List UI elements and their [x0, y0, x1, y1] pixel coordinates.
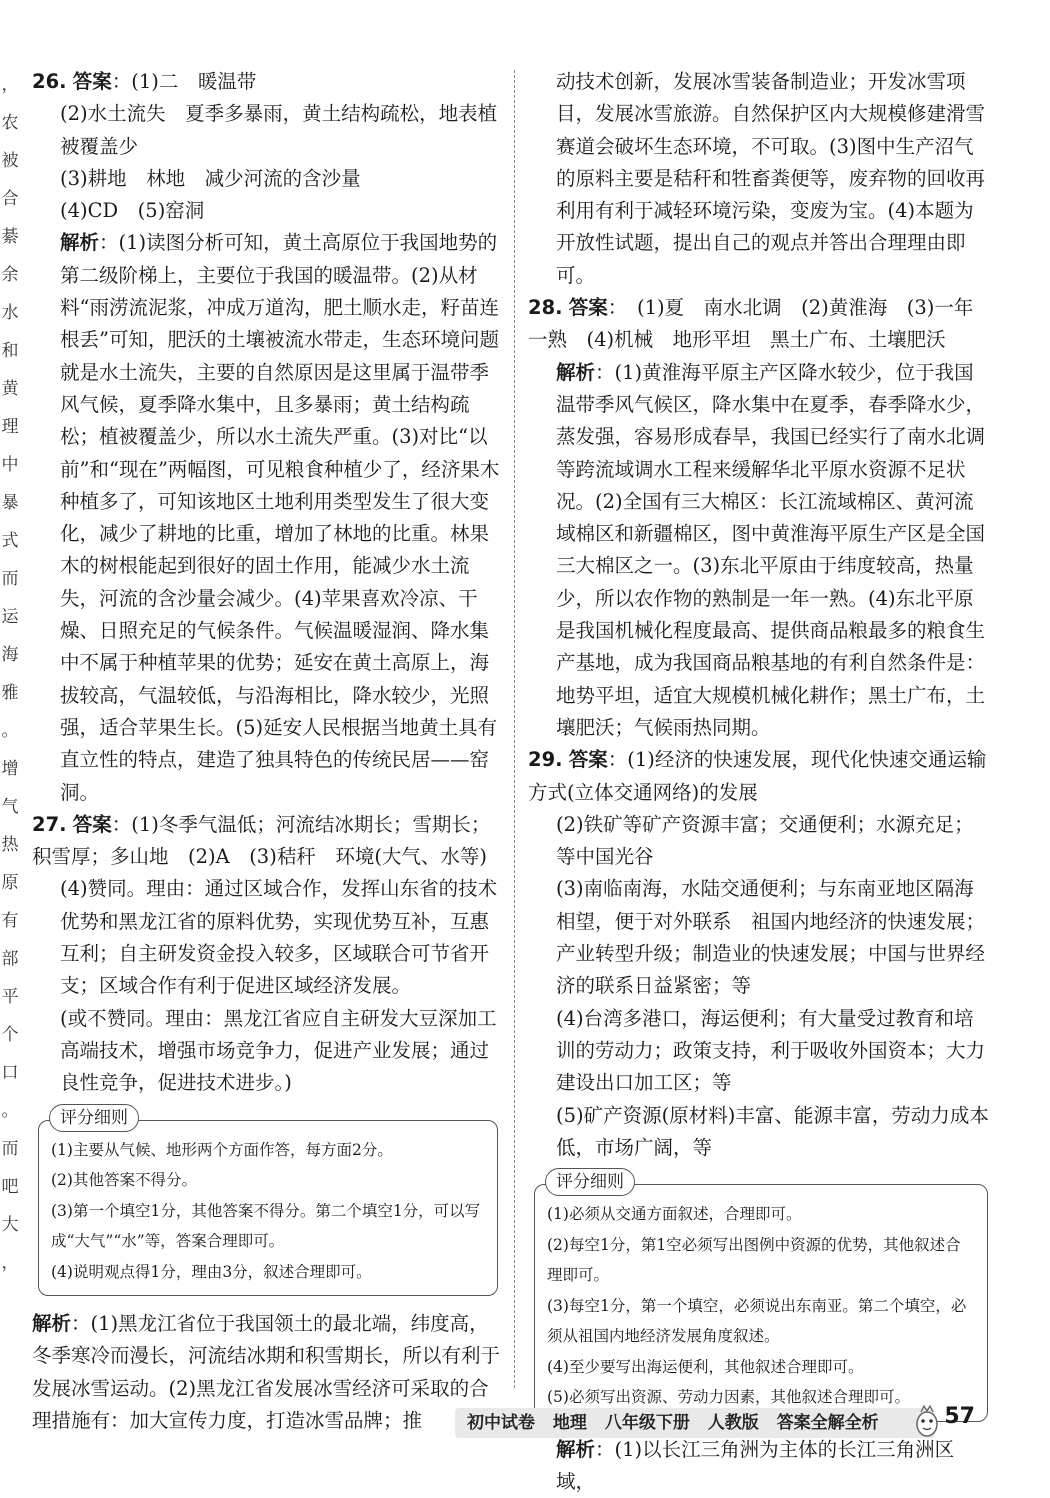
analysis-text: ：(1)黄淮海平原主产区降水较少，位于我国温带季风气候区，降水集中在夏季，春季降水少，蒸发强，容易形成春旱，我国已经实行了南水北调等跨流域调水工程来缓解华北平原水资源不足状况。(2)全国有三大棉区：长江流域棉区、黄河流域棉区和新疆棉区，图中黄淮海平原生产区是全国三大棉区之一。(3)东北平原由于纬度较高，热量少，所以农作物的熟制是一年一熟。(4)东北平原是我国机械化程度最高、提供商品粮最多的粮食生产基地，成为我国商品粮基地的有利自然条件是：地势平坦，适宜大规模机械化耕作；黑土广布，土壤肥沃；气候雨热同期。	[556, 360, 986, 739]
edge-char: 和	[1, 341, 19, 361]
edge-char: 热	[1, 835, 19, 855]
page-number: 57	[944, 1404, 975, 1429]
rubric-item: (4)至少要写出海运便利，其他叙述合理即可。	[547, 1357, 864, 1376]
answer-label: 答案	[568, 296, 608, 320]
edge-char: 增	[1, 759, 19, 779]
analysis-text: ：(1)读图分析可知，黄土高原位于我国地势的第二级阶梯上，主要位于我国的暖温带。(2)从材料“雨涝流泥浆，冲成万道沟，肥土顺水走，籽苗连根丢”可知，肥沃的土壤被流水带走，生态环境问题就是水土流失，主要的自然原因是这里属于温带季风气候，夏季降水集中，且多暴雨；黄土结构疏松；植被覆盖少，所以水土流失严重。(3)对比“以前”和“现在”两幅图，可见粮食种植少了，经济果木种植多了，可知该地区土地利用类型发生了很大变化，减少了耕地的比重，增加了林地的比重。林果木的树根能起到很好的固土作用，能减少水土流失，河流的含沙量会减少。(4)苹果喜欢冷凉、干燥、日照充足的气候条件。气候温暖湿润、降水集中不属于种植苹果的优势；延安在黄土高原上，海拔较高，气温较低，与沿海相比，降水较少，光照强，适合苹果生长。(5)延安人民根据当地黄土具有直立性的特点，建造了独具特色的传统民居——窑洞。	[60, 231, 500, 804]
question-number: 26.	[32, 70, 67, 93]
edge-char: 原	[1, 873, 19, 893]
question-number: 28.	[528, 296, 563, 320]
question-28	[528, 292, 990, 744]
analysis-text: ：(1)以长江三角洲为主体的长江三角洲区域，	[556, 1437, 955, 1493]
edge-char: 被	[1, 151, 19, 171]
answer-part-1: ：(1)二 暖温带	[111, 70, 257, 93]
answer-part-1: ： (1)夏 南水北调 (2)黄淮海 (3)一年一熟 (4)机械 地形平坦 黑土广布、土壤肥沃	[528, 296, 974, 352]
left-column	[32, 66, 500, 1437]
rubric-item: (3)每空1分，第一个填空，必须说出东南亚。第二个填空，必须从祖国内地经济发展角度叙述。	[547, 1296, 967, 1346]
page-footer	[455, 1404, 975, 1444]
footer-bar	[455, 1408, 935, 1438]
answer-label: 答案	[568, 748, 608, 772]
answer-part-4: (4)CD (5)窑洞	[60, 199, 205, 223]
answer-part-5: (5)矿产资源(原材料)丰富、能源丰富，劳动力成本低，市场广阔，等	[556, 1103, 989, 1159]
edge-char: 中	[1, 455, 19, 475]
answer-part-3: (3)南临南海，水陆交通便利；与东南亚地区隔海相望，便于对外联系 祖国内地经济的快速发展；产业转型升级；制造业的快速发展；中国与世界经济的联系日益紧密；等	[556, 877, 986, 998]
answer-part-4: (4)台湾多港口，海运便利；有大量受过教育和培训的劳动力；政策支持，利于吸收外国资本；大力建设出口加工区；等	[556, 1006, 986, 1095]
scoring-rubric-box	[38, 1107, 498, 1297]
rubric-item: (3)第一个填空1分，其他答案不得分。第二个填空1分，可以写成“大气”“水”等，答案合理即可。	[51, 1201, 481, 1250]
edge-char: 平	[1, 987, 19, 1007]
rubric-item: (5)必须写出资源、劳动力因素，其他叙述合理即可。	[547, 1388, 910, 1407]
edge-char: ，	[1, 1253, 19, 1273]
edge-char: 理	[1, 417, 19, 437]
answer-part-1: ：(1)冬季气温低；河流结冰期长；雪期长；积雪厚；多山地 (2)A (3)秸秆 环境(大气、水等)	[32, 812, 491, 869]
edge-char: 式	[1, 531, 19, 551]
edge-char: 有	[1, 911, 19, 931]
analysis-text: ：(1)黑龙江省位于我国领土的最北端，纬度高，冬季寒冷而漫长，河流结冰期和积雪期长，所以有利于发展冰雪运动。(2)黑龙江省发展冰雪经济可采取的合理措施有：加大宣传力度，打造冰雪品牌；推	[32, 1312, 501, 1432]
rubric-title: 评分细则	[545, 1168, 635, 1196]
answer-part-1: ：(1)经济的快速发展，现代化快速交通运输方式(立体交通网络)的发展	[528, 748, 987, 804]
column-divider	[514, 70, 515, 1388]
edge-char: ，	[1, 75, 19, 95]
answer-part-2: (4)赞同。理由：通过区域合作，发挥山东省的技术优势和黑龙江省的原料优势，实现优势互补，互惠互利；自主研发资金投入较多，区域联合可节省开支；区域合作有利于促进区域经济发展。	[60, 877, 498, 998]
edge-char: 而	[1, 1139, 19, 1159]
footer-series: 初中试卷	[467, 1413, 535, 1433]
footer-subject: 地理	[552, 1413, 587, 1433]
rubric-item: (2)其他答案不得分。	[51, 1171, 197, 1189]
edge-char: 个	[1, 1025, 19, 1045]
right-column	[528, 66, 990, 1498]
rubric-item: (1)必须从交通方面叙述，合理即可。	[547, 1205, 802, 1224]
question-29	[528, 744, 990, 1498]
footer-grade: 八年级下册	[604, 1413, 690, 1433]
edge-char: 部	[1, 949, 19, 969]
analysis-label: 解析	[556, 360, 596, 384]
answer-part-2: (2)铁矿等矿产资源丰富；交通便利；水源充足；等中国光谷	[556, 812, 974, 869]
edge-char: 余	[1, 265, 19, 285]
edge-char: 綦	[1, 227, 19, 247]
question-number: 29.	[528, 748, 563, 772]
analysis-label: 解析	[556, 1437, 596, 1461]
edge-char: 黄	[1, 379, 19, 399]
answer-part-3: (3)耕地 林地 减少河流的含沙量	[60, 166, 361, 190]
edge-char: 雅	[1, 683, 19, 703]
edge-char: 吧	[1, 1177, 19, 1197]
left-edge-cropped-text	[0, 66, 20, 1282]
answer-label: 答案	[72, 70, 112, 93]
footer-answer-key: 答案全解全析	[776, 1413, 879, 1433]
edge-char: 运	[1, 607, 19, 627]
edge-char: 口	[1, 1063, 19, 1083]
edge-char: 农	[1, 113, 19, 133]
analysis-continued: 动技术创新，发展冰雪装备制造业；开发冰雪项目，发展冰雪旅游。自然保护区内大规模修建滑雪赛道会破坏生态环境，不可取。(3)图中生产沼气的原料主要是秸秆和牲畜粪便等，废弃物的回收再利用有利于减轻环境污染，变废为宝。(4)本题为开放性试题，提出自己的观点并答出合理理由即可。	[556, 70, 986, 287]
edge-char: 。	[1, 721, 19, 741]
edge-char: 海	[1, 645, 19, 665]
footer-edition: 人教版	[707, 1413, 759, 1433]
mascot-icon	[913, 1402, 941, 1438]
analysis-label: 解析	[60, 231, 100, 255]
scoring-rubric-box	[534, 1172, 988, 1422]
question-number: 27.	[32, 812, 67, 836]
edge-char: 而	[1, 569, 19, 589]
rubric-title: 评分细则	[49, 1104, 139, 1132]
edge-char: 暴	[1, 493, 19, 513]
edge-char: 气	[1, 797, 19, 817]
edge-char: 。	[1, 1101, 19, 1121]
question-26	[32, 66, 500, 809]
answer-label: 答案	[72, 812, 112, 836]
analysis-label: 解析	[32, 1312, 72, 1335]
edge-char: 水	[1, 303, 19, 323]
answer-part-2: (2)水土流失 夏季多暴雨，黄土结构疏松，地表植被覆盖少	[60, 102, 498, 158]
question-27	[32, 809, 500, 1437]
rubric-item: (1)主要从气候、地形两个方面作答，每方面2分。	[51, 1140, 393, 1159]
edge-char: 合	[1, 189, 19, 209]
rubric-item: (4)说明观点得1分，理由3分，叙述合理即可。	[51, 1262, 372, 1281]
rubric-item: (2)每空1分，第1空必须写出图例中资源的优势，其他叙述合理即可。	[547, 1235, 961, 1285]
answer-part-3: (或不赞同。理由：黑龙江省应自主研发大豆深加工高端技术，增强市场竞争力，促进产业发展；通过良性竞争，促进技术进步。)	[60, 1006, 497, 1095]
edge-char: 大	[1, 1215, 19, 1235]
